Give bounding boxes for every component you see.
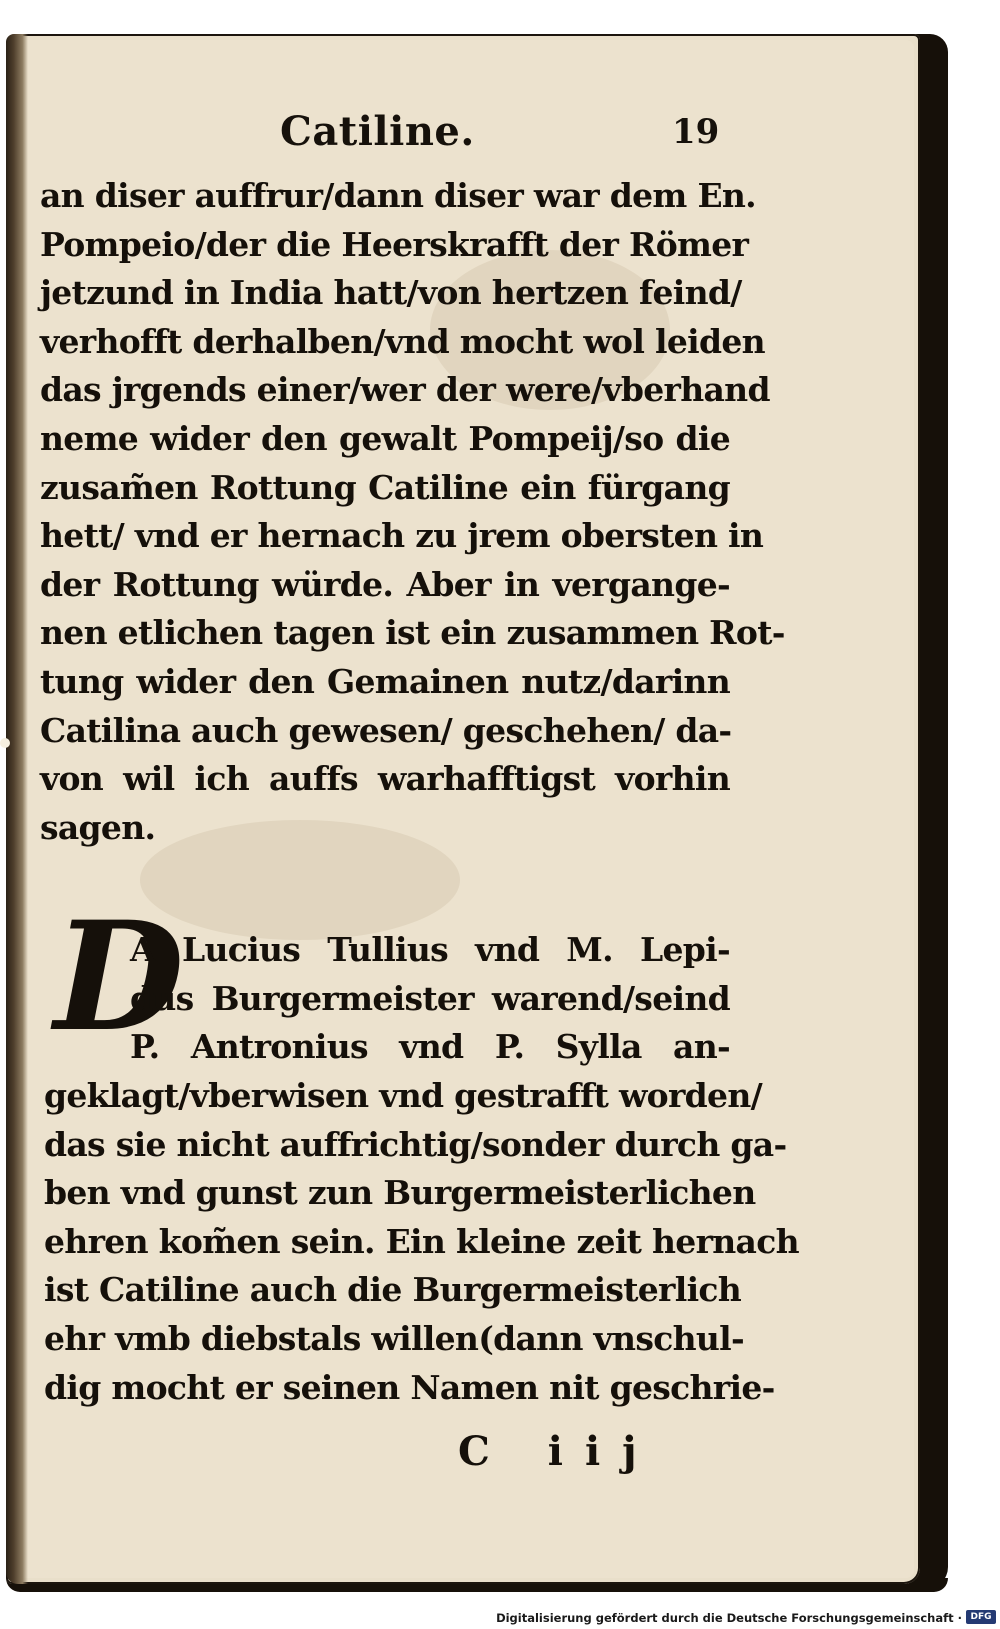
text-line: an diser auffrur/dann diser war dem En. bbox=[40, 176, 756, 215]
footer-credit: Digitalisierung gefördert durch die Deutsche Forschungsgemeinschaft · bbox=[496, 1611, 962, 1625]
text-line: A Lucius Tullius vnd M. Lepi- bbox=[130, 930, 730, 969]
text-line: der Rottung würde. Aber in vergange- bbox=[40, 564, 730, 604]
text-line: das jrgends einer/wer der were/vberhand bbox=[40, 370, 770, 410]
text-line: P. Antronius vnd P. Sylla an- bbox=[130, 1027, 730, 1067]
text-line: ehr vmb diebstals willen(dann vnschul- bbox=[44, 1318, 745, 1358]
page-margin-mark bbox=[0, 738, 10, 748]
text-line: Pompeio/der die Heerskrafft der Römer bbox=[40, 224, 749, 264]
text-line: verhofft derhalben/vnd mocht wol leiden bbox=[40, 321, 765, 361]
text-line: zusam̃en Rottung Catiline ein fürgang bbox=[40, 467, 730, 507]
text-line: hett/ vnd er hernach zu jrem obersten in bbox=[40, 516, 764, 556]
text-line: Catilina auch gewesen/ geschehen/ da- bbox=[40, 710, 732, 750]
text-line: geklagt/vberwisen vnd gestrafft worden/ bbox=[44, 1076, 762, 1115]
page-binding-shadow bbox=[6, 34, 28, 1584]
paragraph-2 bbox=[44, 1072, 799, 1412]
paragraph-1 bbox=[40, 172, 785, 852]
signature-mark: C iij bbox=[458, 1428, 659, 1475]
text-line: von wil ich auffs warhafftigst vorhin bbox=[40, 759, 730, 799]
text-line: ist Catiline auch die Burgermeisterlich bbox=[44, 1270, 742, 1310]
paragraph-2-indented bbox=[130, 926, 730, 1072]
initial-letter: D bbox=[54, 889, 185, 1065]
text-line: dus Burgermeister warend/seind bbox=[130, 978, 730, 1018]
text-line: dig mocht er seinen Namen nit geschrie- bbox=[44, 1367, 775, 1407]
text-line: neme wider den gewalt Pompeij/so die bbox=[40, 418, 730, 458]
dfg-logo-icon: DFG bbox=[966, 1610, 996, 1624]
text-line: nen etlichen tagen ist ein zusammen Rot- bbox=[40, 613, 785, 653]
text-line: jetzund in India hatt/von hertzen feind/ bbox=[40, 273, 742, 313]
text-line: das sie nicht auffrichtig/sonder durch ga- bbox=[44, 1124, 787, 1164]
text-line: sagen. bbox=[40, 807, 156, 847]
text-line: ben vnd gunst zun Burgermeisterlichen bbox=[44, 1173, 756, 1213]
text-line: tung wider den Gemainen nutz/darinn bbox=[40, 661, 730, 701]
text-line: ehren kom̃en sein. Ein kleine zeit hernach bbox=[44, 1221, 799, 1261]
page-header bbox=[0, 108, 920, 168]
running-head: Catiline. bbox=[280, 108, 475, 155]
page-number: 19 bbox=[672, 112, 720, 152]
